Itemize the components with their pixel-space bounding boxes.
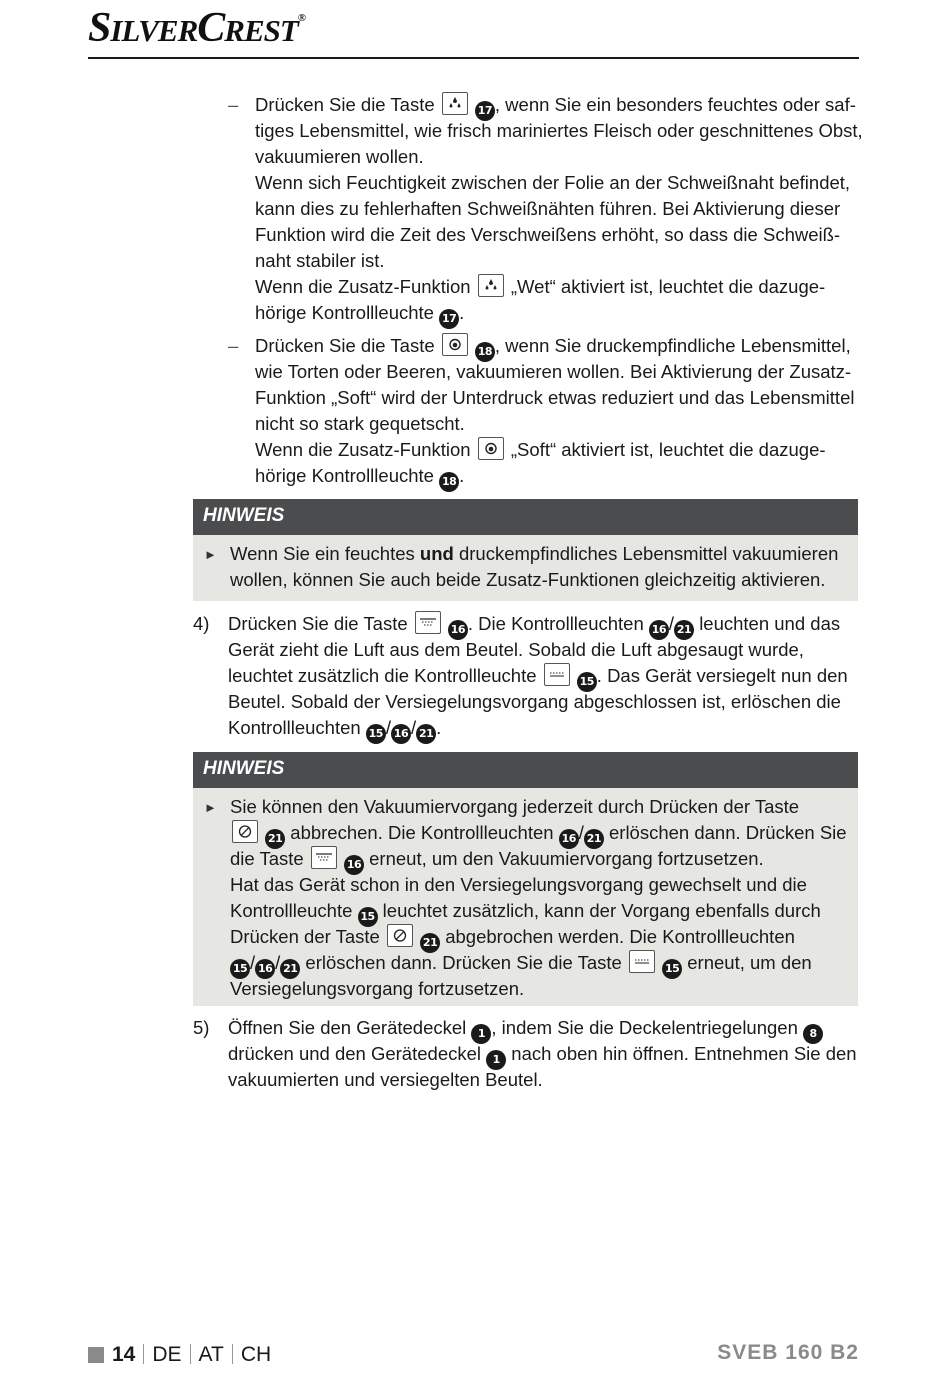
text-line: Kontrollleuchten 15 / 16 / 21 . bbox=[228, 715, 441, 744]
ref-15-icon: 15 bbox=[366, 724, 386, 744]
ref-21-icon: 21 bbox=[584, 829, 604, 849]
text-line: Kontrollleuchte 15 leuchtet zusätzlich, kann der Vorgang ebenfalls durch bbox=[230, 898, 821, 927]
text-line: Öffnen Sie den Gerätedeckel 1 , indem Sie die Deckelentriegelungen 8 bbox=[228, 1015, 823, 1044]
text-line: Funktion wird die Zeit des Verschweißens erhöht, so dass die Schweiß- bbox=[255, 224, 841, 245]
text-line: Drücken Sie die Taste 17 , wenn Sie ein besonders feuchtes oder saf- bbox=[255, 92, 856, 121]
arrow-icon: ► bbox=[204, 547, 217, 562]
soft-button-icon bbox=[478, 437, 504, 460]
text-line: Sie können den Vakuumiervorgang jederzeit durch Drücken der Taste bbox=[230, 796, 800, 817]
text-line: Wenn Sie ein feuchtes und druckempfindliches Lebensmittel vakuumieren bbox=[230, 543, 839, 564]
ref-15-icon: 15 bbox=[662, 959, 682, 979]
ref-15-icon: 15 bbox=[230, 959, 250, 979]
ref-16-icon: 16 bbox=[559, 829, 579, 849]
text-line: Wenn die Zusatz-Funktion „Soft“ aktiviert ist, leuchtet die dazuge- bbox=[255, 439, 826, 460]
text-line: Drücken Sie die Taste 16 . Die Kontrollleuchten 16 / 21 leuchten und das bbox=[228, 611, 840, 640]
stop-button-icon bbox=[387, 924, 413, 947]
text-line: 21 abbrechen. Die Kontrollleuchten 16 / 21 erlöschen dann. Drücken Sie bbox=[230, 820, 847, 849]
text-line: vakuumierten und versiegelten Beutel. bbox=[228, 1069, 543, 1090]
brand-logo: SILVERCREST® bbox=[88, 5, 306, 51]
ref-16-icon: 16 bbox=[448, 620, 468, 640]
ref-16-icon: 16 bbox=[391, 724, 411, 744]
text-line: wollen, können Sie auch beide Zusatz-Funktionen gleichzeitig aktivieren. bbox=[230, 569, 826, 590]
model-number: SVEB 160 B2 bbox=[717, 1341, 859, 1364]
ref-21-icon: 21 bbox=[674, 620, 694, 640]
text-line: naht stabiler ist. bbox=[255, 250, 385, 271]
arrow-icon: ► bbox=[204, 800, 217, 815]
text-line: tiges Lebensmittel, wie frisch mariniertes Fleisch oder geschnittenes Obst, bbox=[255, 120, 863, 141]
ref-1-icon: 1 bbox=[486, 1050, 506, 1070]
footer-square bbox=[88, 1347, 104, 1363]
text-line: kann dies zu fehlerhaften Schweißnähten führen. Bei Aktivierung dieser bbox=[255, 198, 841, 219]
text-line: drücken und den Gerätedeckel 1 nach oben hin öffnen. Entnehmen Sie den bbox=[228, 1041, 857, 1070]
text-line: Wenn die Zusatz-Funktion „Wet“ aktiviert ist, leuchtet die dazuge- bbox=[255, 276, 826, 297]
seal-button-icon bbox=[629, 950, 655, 973]
note-header: HINWEIS bbox=[193, 499, 858, 535]
ref-16-icon: 16 bbox=[649, 620, 669, 640]
text-line: Hat das Gerät schon in den Versiegelungsvorgang gewechselt und die bbox=[230, 874, 807, 895]
vacuum-button-icon bbox=[415, 611, 441, 634]
list-dash: – bbox=[228, 94, 239, 115]
text-line: leuchtet zusätzlich die Kontrollleuchte 15 . Das Gerät versiegelt nun den bbox=[228, 663, 848, 692]
soft-button-icon bbox=[442, 333, 468, 356]
ref-8-icon: 8 bbox=[803, 1024, 823, 1044]
ref-17-icon: 17 bbox=[439, 309, 459, 329]
wet-button-icon bbox=[478, 274, 504, 297]
ref-15-icon: 15 bbox=[358, 907, 378, 927]
text-line: Drücken Sie die Taste 18 , wenn Sie druckempfindliche Lebensmittel, bbox=[255, 333, 851, 362]
ref-18-icon: 18 bbox=[439, 472, 459, 492]
ref-21-icon: 21 bbox=[420, 933, 440, 953]
ref-1-icon: 1 bbox=[471, 1024, 491, 1044]
footer-page: 14 DE AT CH bbox=[112, 1343, 272, 1366]
text-line: die Taste 16 erneut, um den Vakuumiervorgang fortzusetzen. bbox=[230, 846, 764, 875]
ref-18-icon: 18 bbox=[475, 342, 495, 362]
ref-16-icon: 16 bbox=[344, 855, 364, 875]
step-number: 5) bbox=[193, 1017, 210, 1038]
note-header: HINWEIS bbox=[193, 752, 858, 788]
text-line: Wenn sich Feuchtigkeit zwischen der Folie an der Schweißnaht befindet, bbox=[255, 172, 851, 193]
wet-button-icon bbox=[442, 92, 468, 115]
text-line: Drücken der Taste 21 abgebrochen werden. Die Kontrollleuchten bbox=[230, 924, 795, 953]
text-line: Funktion „Soft“ wird der Unterdruck etwas reduziert und das Lebensmittel bbox=[255, 387, 855, 408]
stop-button-icon bbox=[232, 820, 258, 843]
text-line: Gerät zieht die Luft aus dem Beutel. Sobald die Luft abgesaugt wurde, bbox=[228, 639, 804, 660]
ref-21-icon: 21 bbox=[416, 724, 436, 744]
ref-21-icon: 21 bbox=[280, 959, 300, 979]
text-line: Beutel. Sobald der Versiegelungsvorgang abgeschlossen ist, erlöschen die bbox=[228, 691, 841, 712]
text-line: hörige Kontrollleuchte 17 . bbox=[255, 300, 464, 329]
text-line: wie Torten oder Beeren, vakuumieren wollen. Bei Aktivierung der Zusatz- bbox=[255, 361, 852, 382]
ref-15-icon: 15 bbox=[577, 672, 597, 692]
seal-button-icon bbox=[544, 663, 570, 686]
ref-17-icon: 17 bbox=[475, 101, 495, 121]
ref-21-icon: 21 bbox=[265, 829, 285, 849]
step-number: 4) bbox=[193, 613, 210, 634]
list-dash: – bbox=[228, 335, 239, 356]
header-rule bbox=[88, 57, 859, 59]
ref-16-icon: 16 bbox=[255, 959, 275, 979]
text-line: nicht so stark gequetscht. bbox=[255, 413, 465, 434]
text-line: hörige Kontrollleuchte 18 . bbox=[255, 463, 464, 492]
text-line: vakuumieren wollen. bbox=[255, 146, 424, 167]
text-line: 15 / 16 / 21 erlöschen dann. Drücken Sie die Taste 15 erneut, um den bbox=[230, 950, 812, 979]
text-line: Versiegelungsvorgang fortzusetzen. bbox=[230, 978, 525, 999]
vacuum-button-icon bbox=[311, 846, 337, 869]
